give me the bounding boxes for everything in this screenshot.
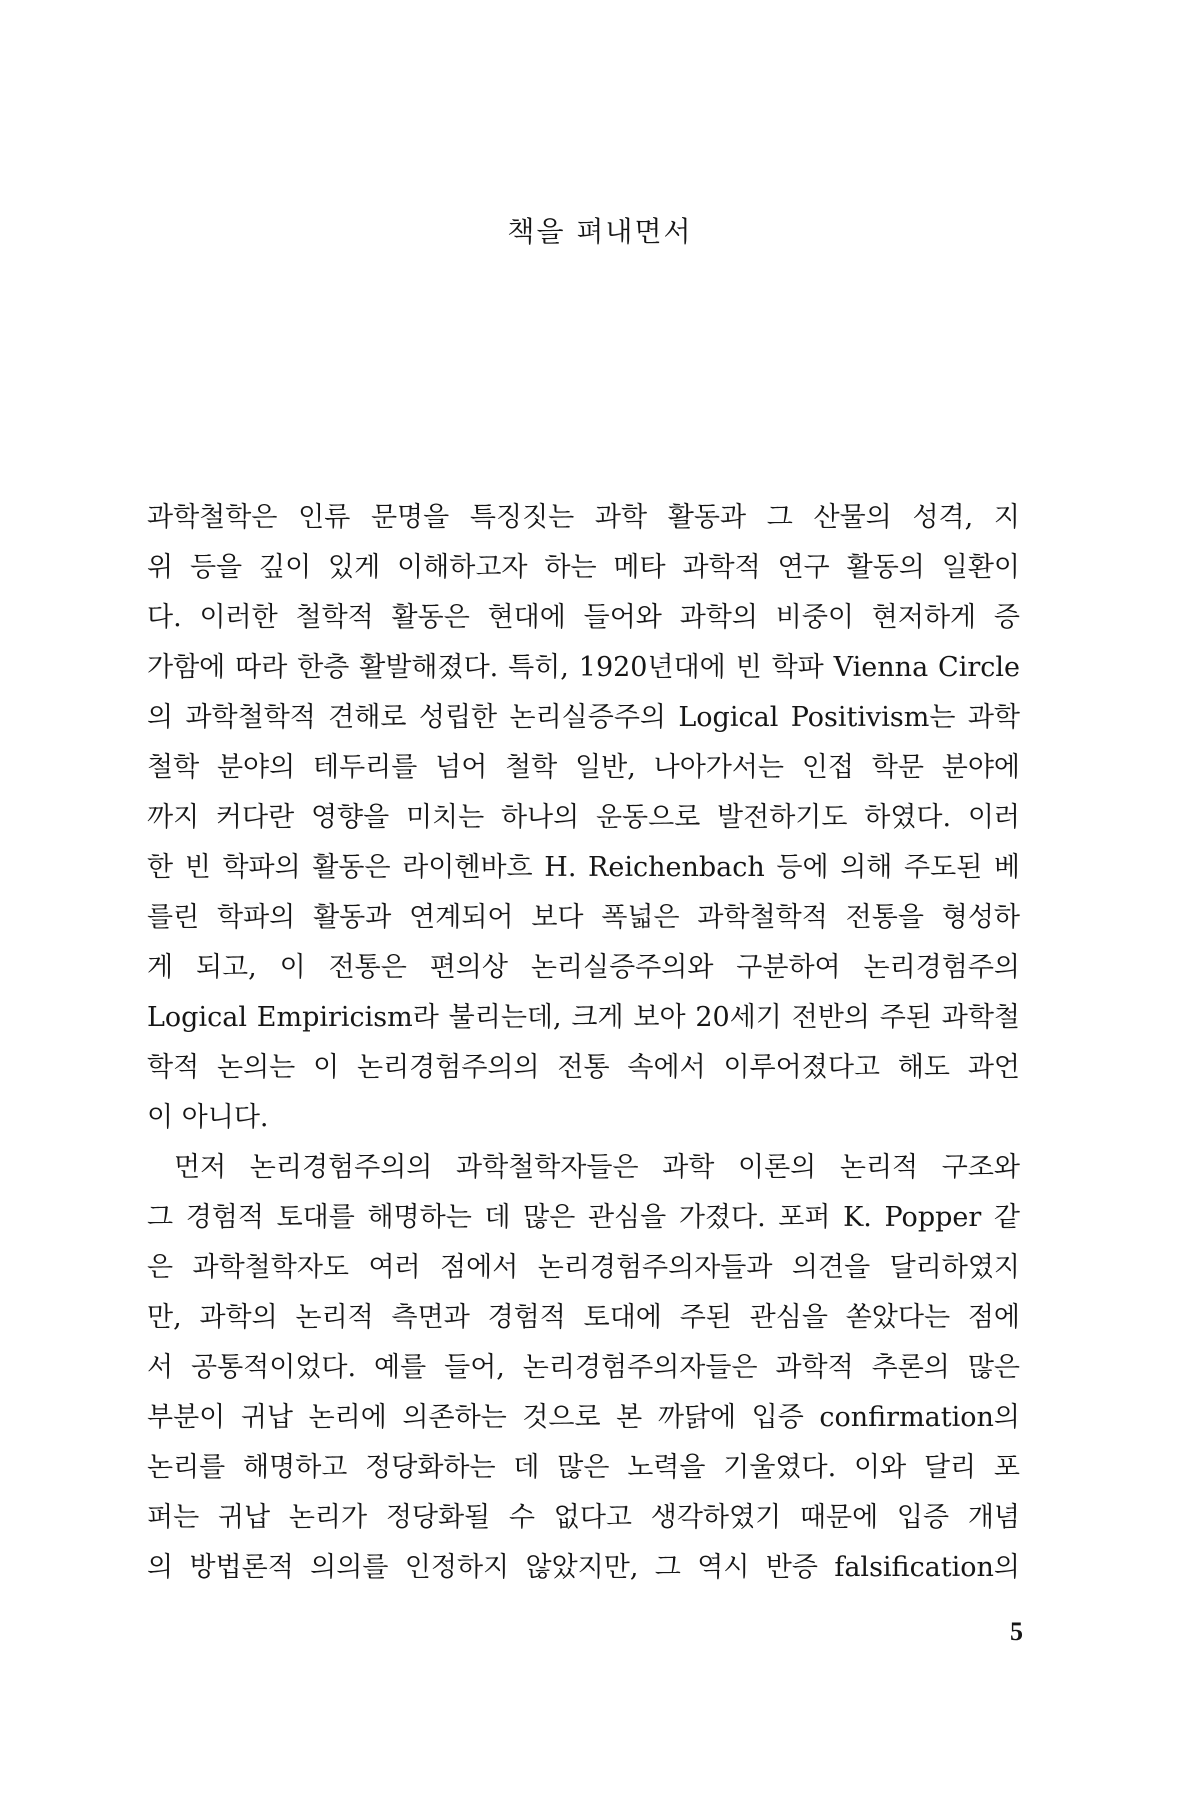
text-line: 학적 논의는 이 논리경험주의의 전통 속에서 이루어졌다고 해도 과언: [147, 1052, 1020, 1083]
text-line: 다. 이러한 철학적 활동은 현대에 들어와 과학의 비중이 현저하게 증: [147, 602, 1020, 633]
text-line: 까지 커다란 영향을 미치는 하나의 운동으로 발전하기도 하였다. 이러: [147, 802, 1020, 833]
text-line: 그 경험적 토대를 해명하는 데 많은 관심을 가졌다. 포퍼 K. Popper 같: [147, 1202, 1020, 1233]
text-line: 과학철학은 인류 문명을 특징짓는 과학 활동과 그 산물의 성격, 지: [147, 502, 1020, 533]
text-line: 위 등을 깊이 있게 이해하고자 하는 메타 과학적 연구 활동의 일환이: [147, 552, 1020, 583]
text-line: 게 되고, 이 전통은 편의상 논리실증주의와 구분하여 논리경험주의: [147, 952, 1020, 983]
text-line: 먼저 논리경험주의의 과학철학자들은 과학 이론의 논리적 구조와: [174, 1152, 1020, 1183]
text-line: 의 방법론적 의의를 인정하지 않았지만, 그 역시 반증 falsification의: [147, 1552, 1020, 1583]
text-line: 를린 학파의 활동과 연계되어 보다 폭넓은 과학철학적 전통을 형성하: [147, 902, 1020, 933]
preface-body: [147, 493, 1020, 1593]
text-line: 서 공통적이었다. 예를 들어, 논리경험주의자들은 과학적 추론의 많은: [147, 1352, 1020, 1383]
text-line: 철학 분야의 테두리를 넘어 철학 일반, 나아가서는 인접 학문 분야에: [147, 752, 1020, 783]
text-line: 논리를 해명하고 정당화하는 데 많은 노력을 기울였다. 이와 달리 포: [147, 1452, 1020, 1483]
text-line: 가함에 따라 한층 활발해졌다. 특히, 1920년대에 빈 학파 Vienna Circle: [147, 652, 1020, 683]
text-line: 의 과학철학적 견해로 성립한 논리실증주의 Logical Positivism는 과학: [147, 702, 1020, 733]
text-line: Logical Empiricism라 불리는데, 크게 보아 20세기 전반의 주된 과학철: [147, 1002, 1020, 1033]
text-line: 한 빈 학파의 활동은 라이헨바흐 H. Reichenbach 등에 의해 주도된 베: [147, 852, 1020, 883]
text-line: 은 과학철학자도 여러 점에서 논리경험주의자들과 의견을 달리하였지: [147, 1252, 1020, 1283]
text-line: 이 아니다.: [147, 1102, 269, 1133]
page-number: 5: [1010, 1617, 1023, 1646]
page-title: 책을 펴내면서: [507, 215, 693, 248]
text-line: 부분이 귀납 논리에 의존하는 것으로 본 까닭에 입증 confirmation의: [147, 1402, 1020, 1433]
text-line: 만, 과학의 논리적 측면과 경험적 토대에 주된 관심을 쏟았다는 점에: [147, 1302, 1020, 1333]
text-line: 퍼는 귀납 논리가 정당화될 수 없다고 생각하였기 때문에 입증 개념: [147, 1502, 1020, 1533]
